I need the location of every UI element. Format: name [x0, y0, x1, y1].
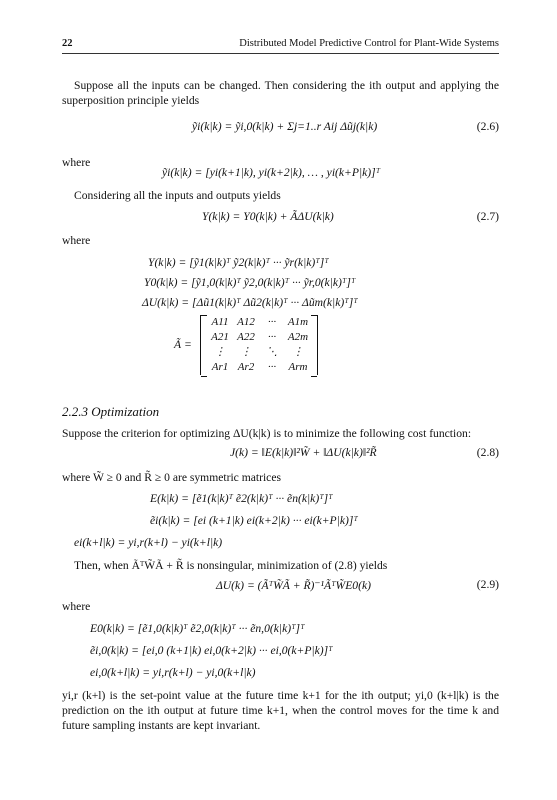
running-header [62, 38, 499, 54]
matrix-cell: ⋮ [292, 346, 304, 358]
paragraph-all-inputs: Considering all the inputs and outputs yields [74, 189, 281, 202]
matrix-cell: Ar1 [211, 361, 229, 373]
equation-error-definition: ei(k+l|k) = yi,r(k+l) − yi(k+l|k) [74, 536, 223, 549]
where-label-1: where [62, 156, 91, 169]
where-label-2: where [62, 234, 91, 247]
paragraph-nonsingular: Then, when ÃᵀW̃Ã + R̃ is nonsingular, minimization of (2.8) yields [74, 559, 388, 572]
matrix-cell: Ar2 [237, 361, 255, 373]
equation-Y0-definition: Y0(k|k) = [ỹ1,0(k|k)ᵀ ỹ2,0(k|k)ᵀ ··· ỹr,0(k|k)ᵀ]ᵀ [144, 276, 356, 289]
matrix-row [201, 345, 317, 360]
matrix-cell: ⋮ [240, 346, 252, 358]
equation-2-7-dU [62, 296, 499, 314]
equation-2-8 [62, 446, 499, 464]
matrix-cell: ··· [267, 331, 277, 343]
paragraph-superposition: Suppose all the inputs can be changed. Then considering the ith output and applying the superposition principle yields [62, 79, 499, 107]
equation-2-7-Y [62, 256, 499, 274]
section-title: 2.2.3 Optimization [62, 404, 160, 419]
equation-2-8-number: (2.8) [476, 446, 499, 459]
paragraph-symmetric: where W̃ ≥ 0 and R̃ ≥ 0 are symmetric matrices [62, 471, 281, 484]
running-title: Distributed Model Predictive Control for Plant-Wide Systems [239, 38, 499, 49]
paragraph-criterion: Suppose the criterion for optimizing ΔU(k|k) is to minimize the following cost function: [62, 427, 472, 440]
page-number: 22 [62, 38, 73, 49]
equation-dU-definition: ΔU(k|k) = [Δũ1(k|k)ᵀ Δũ2(k|k)ᵀ ··· Δũm(k|k)ᵀ]ᵀ [142, 296, 358, 309]
equation-2-6-body: ỹi(k|k) = ỹi,0(k|k) + Σj=1..r Aij Δũj(k|k) [192, 120, 378, 133]
matrix-cell: A2m [287, 331, 309, 343]
equation-2-9-body: ΔU(k) = (ÃᵀW̃Ã + R̃)⁻¹ÃᵀW̃E0(k) [216, 579, 371, 592]
matrix-cell: A12 [237, 316, 255, 328]
equation-2-9-error0 [62, 666, 499, 684]
equation-2-7-body: Y(k|k) = Y0(k|k) + ÃΔU(k|k) [202, 210, 334, 223]
equation-2-6-number: (2.6) [476, 120, 499, 133]
matrix-row [201, 360, 317, 375]
matrix-cell: ··· [267, 316, 277, 328]
equation-A-tilde-label: Ã = [174, 338, 192, 351]
A-tilde-matrix [200, 315, 318, 375]
equation-2-7-Y0 [62, 276, 499, 294]
equation-2-6-where [62, 166, 499, 184]
equation-Y-definition: Y(k|k) = [ỹ1(k|k)ᵀ ỹ2(k|k)ᵀ ··· ỹr(k|k)ᵀ]ᵀ [148, 256, 329, 269]
equation-2-9 [62, 578, 499, 596]
matrix-cell: ⋱ [266, 346, 278, 358]
equation-2-8-body: J(k) = ‖E(k|k)‖²W̃ + ‖ΔU(k|k)‖²R̃ [230, 446, 377, 459]
equation-2-8-error [62, 536, 499, 554]
matrix-cell: A1m [287, 316, 309, 328]
equation-2-7 [62, 210, 499, 228]
equation-2-8-ei [62, 514, 499, 532]
equation-error0-definition: ei,0(k+l|k) = yi,r(k+l) − yi,0(k+l|k) [90, 666, 256, 679]
matrix-cell: A22 [237, 331, 255, 343]
equation-E-definition: E(k|k) = [ẽ1(k|k)ᵀ ẽ2(k|k)ᵀ ··· ẽn(k|k)ᵀ]ᵀ [150, 492, 333, 505]
matrix-cell: Arm [288, 361, 308, 373]
equation-2-7-number: (2.7) [476, 210, 499, 223]
matrix-cell: ⋮ [214, 346, 226, 358]
equation-2-6-where-body: ỹi(k|k) = [yi(k+1|k), yi(k+2|k), … , yi(k+P|k)]ᵀ [162, 166, 381, 179]
equation-2-6 [62, 120, 499, 138]
equation-E0-definition: E0(k|k) = [ẽ1,0(k|k)ᵀ ẽ2,0(k|k)ᵀ ··· ẽn,0(k|k)ᵀ]ᵀ [90, 622, 305, 635]
equation-ei0-definition: ẽi,0(k|k) = [ei,0 (k+1|k) ei,0(k+2|k) ··· ei,0(k+P|k)]ᵀ [90, 644, 333, 657]
matrix-row [201, 330, 317, 345]
equation-2-9-ei0 [62, 644, 499, 662]
matrix-cell: A21 [211, 331, 229, 343]
matrix-cell: A11 [211, 316, 229, 328]
equation-ei-definition: ẽi(k|k) = [ei (k+1|k) ei(k+2|k) ··· ei(k+P|k)]ᵀ [150, 514, 358, 527]
where-label-3: where [62, 600, 91, 613]
equation-2-9-E0 [62, 622, 499, 640]
equation-2-9-number: (2.9) [476, 578, 499, 591]
matrix-row [201, 315, 317, 330]
paragraph-setpoint: yi,r (k+l) is the set-point value at the future time k+1 for the ith output; yi,0 (k+l|k) is the prediction on the ith output at future time k+1, when the control moves for the time k and future sampling instants are kept invariant. [62, 689, 499, 732]
equation-2-8-E [62, 492, 499, 510]
matrix-cell: ··· [267, 361, 277, 373]
